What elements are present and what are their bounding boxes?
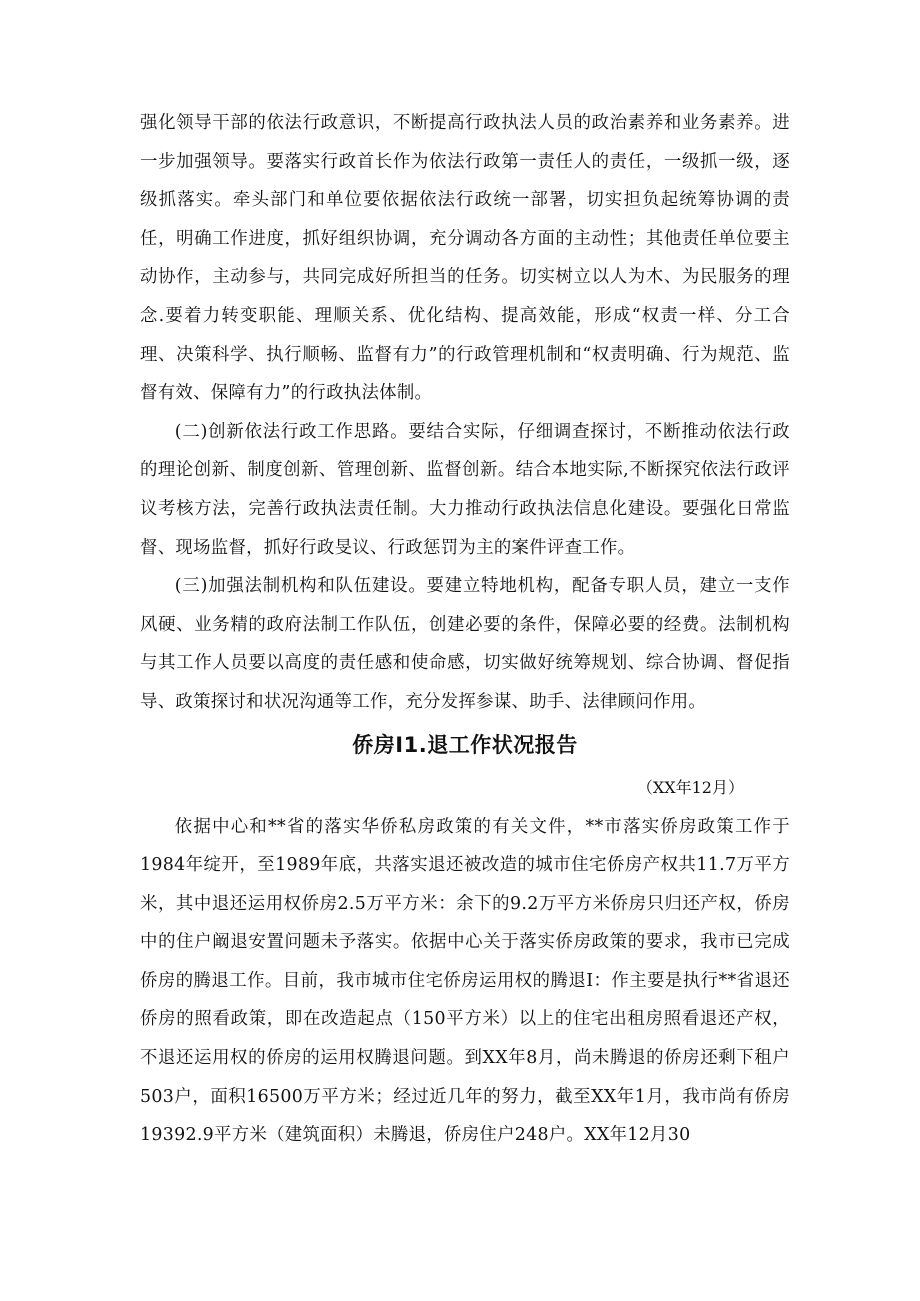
paragraph-institution: (三)加强法制机构和队伍建设。要建立特地机构，配备专职人员，建立一支作风硬、业务精的政府法制工作队伍，创建必要的条件，保障必要的经费。法制机构与其工作人员要以高度的责任感和使命感，切实做好统筹规划、综合协调、督促指导、政策探讨和状况沟通等工作，充分发挥参谋、助手、法律顾问作用。 <box>140 576 790 712</box>
report-title: 侨房I1.退工作状况报告 <box>352 732 578 757</box>
document-body <box>140 104 790 1155</box>
paragraph-leadership: 强化领导干部的依法行政意识，不断提高行政执法人员的政治素养和业务素养。进一步加强领导。要落实行政首长作为依法行政第一责任人的责任，一级抓一级，逐级抓落实。牵头部门和单位要依据依法行政统一部署，切实担负起统筹协调的责任，明确工作进度，抓好组织协调，充分调动各方面的主动性；其他责任单位要主动协作，主动参与，共同完成好所担当的任务。切实树立以人为木、为民服务的理念.要着力转变职能、理顺关系、优化结构、提高效能，形成“权责一样、分工合理、决策科学、执行顺畅、监督有力”的行政管理机制和“权责明确、行为规范、监督有效、保障有力”的行政执法体制。 <box>140 113 790 404</box>
report-paragraph: 依据中心和**省的落实华侨私房政策的有关文件，**市落实侨房政策工作于1984年绽开，至1989年底，共落实退还被改造的城市住宅侨房产权共11.7万平方米，其中退还运用权侨房2.5万平方米：余下的9.2万平方米侨房只归还产权，侨房中的住户阚退安置问题未予落实。依据中心关于落实侨房政策的要求，我市已完成侨房的腾退工作。目前，我市城市住宅侨房运用权的腾退I：作主要是执行**省退还侨房的照看政策，即在改造起点（150平方米）以上的住宅出租房照看退还产权，不退还运用权的侨房的运用权腾退问题。到XX年8月，尚未腾退的侨房还剩下租户503户，面积16500万平方米；经过近几年的努力，截至XX年1月，我市尚有侨房19392.9平方米（建筑面积）未腾退，侨房住户248户。XX年12月30 <box>140 816 790 1146</box>
paragraph-innovation: (二)创新依法行政工作思路。要结合实际，仔细调查探讨，不断推动依法行政的理论创新、制度创新、管理创新、监督创新。结合本地实际,不断探究依法行政评议考核方法，完善行政执法责任制。大力推动行政执法信息化建设。要强化日常监督、现场监督，抓好行政旻议、行政惩罚为主的案件评查工作。 <box>140 421 790 558</box>
report-date: （XX年12月） <box>636 777 744 797</box>
